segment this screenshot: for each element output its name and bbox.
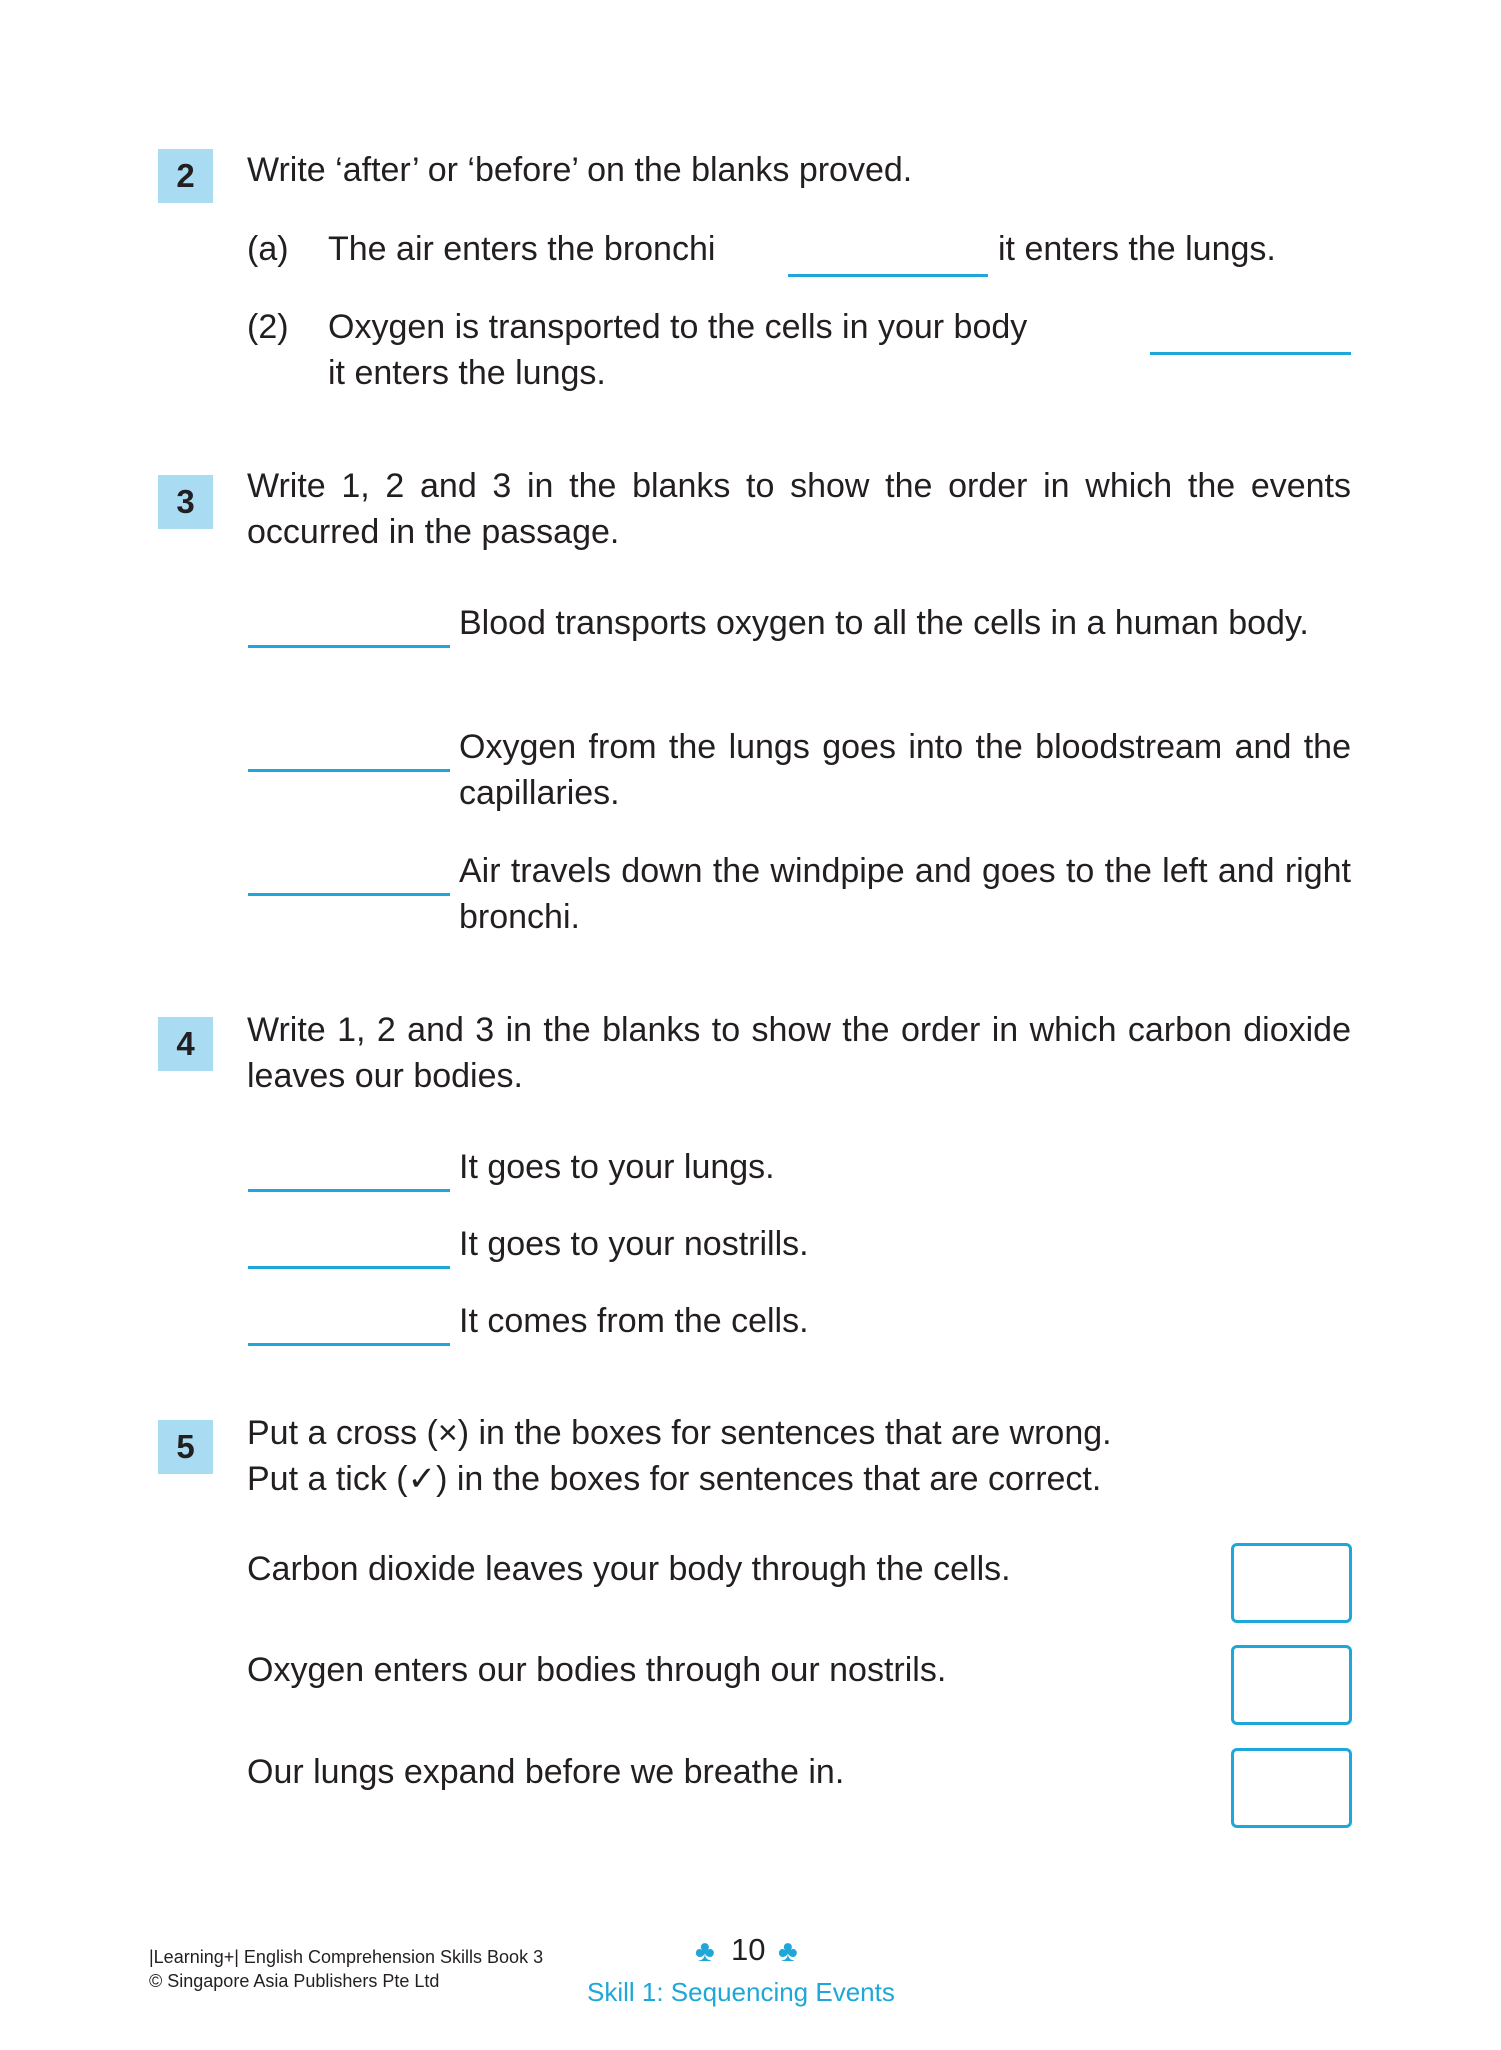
question-3-title: Write 1, 2 and 3 in the blanks to show the order in which the events occurred in the passage. [247, 467, 1351, 551]
q2-b-label: (2) [247, 308, 289, 346]
question-number-badge: 2 [158, 149, 213, 203]
question-number-badge: 4 [158, 1017, 213, 1071]
q2-b-text-end: it enters the lungs. [328, 354, 606, 392]
answer-blank[interactable] [788, 274, 988, 277]
clover-icon: ♣ [778, 1935, 798, 1968]
question-2-title: Write ‘after’ or ‘before’ on the blanks proved. [247, 151, 913, 189]
list-item: Air travels down the windpipe and goes to the left and right bronchi. [459, 852, 1351, 936]
list-item: It comes from the cells. [459, 1302, 809, 1340]
skill-label: Skill 1: Sequencing Events [587, 1977, 895, 2007]
statement: Oxygen enters our bodies through our nostrils. [247, 1651, 947, 1689]
statement: Our lungs expand before we breathe in. [247, 1753, 845, 1791]
q2-b-text: Oxygen is transported to the cells in your body [328, 308, 1028, 346]
question-number-badge: 5 [158, 1420, 213, 1474]
answer-blank[interactable] [248, 1266, 450, 1269]
answer-blank[interactable] [248, 1343, 450, 1346]
statement: Carbon dioxide leaves your body through the cells. [247, 1550, 1011, 1588]
answer-checkbox[interactable] [1231, 1543, 1352, 1623]
answer-blank[interactable] [248, 893, 450, 896]
list-item: Blood transports oxygen to all the cells in a human body. [459, 604, 1309, 642]
list-item: Oxygen from the lungs goes into the bloodstream and the capillaries. [459, 728, 1351, 812]
answer-blank[interactable] [248, 645, 450, 648]
q2-a-text-end: it enters the lungs. [998, 230, 1276, 268]
page-number: 10 [731, 1932, 766, 1967]
list-item: It goes to your lungs. [459, 1148, 775, 1186]
question-5-line-2: Put a tick (✓) in the boxes for sentences that are correct. [247, 1460, 1102, 1498]
question-5-line-1: Put a cross (×) in the boxes for sentences that are wrong. [247, 1414, 1112, 1452]
answer-blank[interactable] [248, 769, 450, 772]
book-title: |Learning+| English Comprehension Skills Book 3 [149, 1947, 544, 1967]
answer-blank[interactable] [1150, 352, 1351, 355]
question-number-badge: 3 [158, 475, 213, 529]
clover-icon: ♣ [695, 1935, 715, 1968]
list-item: It goes to your nostrills. [459, 1225, 809, 1263]
question-4-title: Write 1, 2 and 3 in the blanks to show the order in which carbon dioxide leaves our bodies. [247, 1011, 1351, 1095]
q2-a-label: (a) [247, 230, 289, 268]
copyright: © Singapore Asia Publishers Pte Ltd [149, 1971, 440, 1991]
answer-checkbox[interactable] [1231, 1748, 1352, 1828]
answer-checkbox[interactable] [1231, 1645, 1352, 1725]
q2-a-text: The air enters the bronchi [328, 230, 716, 268]
answer-blank[interactable] [248, 1189, 450, 1192]
